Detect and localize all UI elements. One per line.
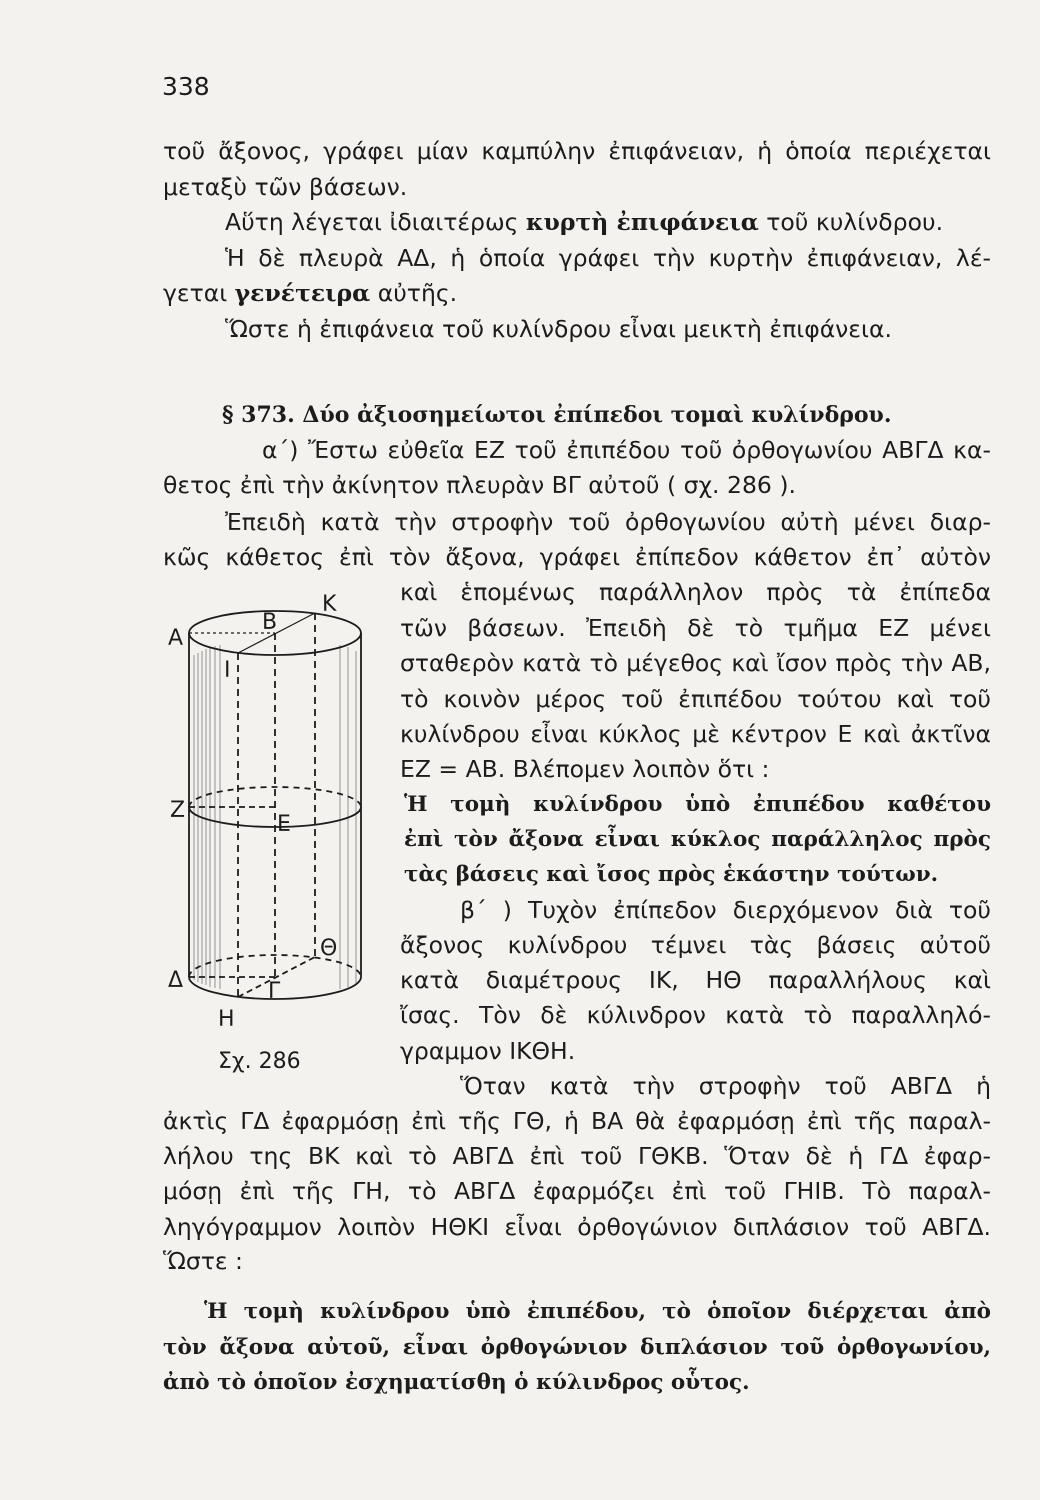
label-Z: Ζ (170, 798, 186, 823)
text-line: καὶ ἑπομένως παράλληλον πρὸς τὰ ἐπίπεδα (400, 578, 991, 606)
label-Gamma: Γ (268, 979, 281, 1004)
label-H: Η (218, 1007, 235, 1032)
page-number: 338 (162, 72, 210, 101)
text-line: Ὥστε : (163, 1247, 243, 1275)
text-line: λήλου της ΒΚ καὶ τὸ ΑΒΓΔ ἐπὶ τοῦ ΓΘΚΒ. Ὅταν δὲ ἡ ΓΔ ἐφαρ- (163, 1142, 991, 1170)
text-line: ΕΖ = ΑΒ. Βλέπομεν λοιπὸν ὅτι : (400, 755, 770, 783)
text-line: ἀκτὶς ΓΔ ἐφαρμόσῃ ἐπὶ τῆς ΓΘ, ἡ ΒΑ θὰ ἐφαρμόσῃ ἐπὶ τῆς παραλ- (163, 1107, 991, 1135)
text-line: θετος ἐπὶ τὴν ἀκίνητον πλευρὰν ΒΓ αὐτοῦ ( σχ. 286 ). (163, 471, 796, 499)
theorem-line: τὸν ἄξονα αὐτοῦ, εἶναι ὀρθογώνιον διπλάσιον τοῦ ὀρθογωνίου, (163, 1335, 991, 1360)
text-line: Ἡ δὲ πλευρὰ ΑΔ, ἡ ὁποία γράφει τὴν κυρτὴν ἐπιφάνειαν, λέ- (225, 244, 991, 272)
text-line: τῶν βάσεων. Ἐπειδὴ δὲ τὸ τμῆμα ΕΖ μένει (400, 614, 991, 642)
theorem-line: Ἡ τομὴ κυλίνδρου ὑπὸ ἐπιπέδου, τὸ ὁποῖον διέρχεται ἀπὸ (204, 1299, 991, 1324)
text-line: Ἐπειδὴ κατὰ τὴν στροφὴν τοῦ ὀρθογωνίου αὐτὴ μένει διαρ- (225, 508, 991, 536)
theorem-line: ἀπὸ τὸ ὁποῖον ἐσχηματίσθη ὁ κύλινδρος οὗτος. (163, 1370, 750, 1395)
text-span: Αὕτη λέγεται ἰδιαιτέρως (225, 208, 526, 236)
theorem-line: Ἡ τομὴ κυλίνδρου ὑπὸ ἐπιπέδου καθέτου (404, 792, 991, 817)
label-I: Ι (224, 658, 231, 683)
label-B: Β (262, 610, 278, 635)
text-line: ἄξονος κυλίνδρου τέμνει τὰς βάσεις αὐτοῦ (400, 931, 991, 959)
label-A: Α (168, 626, 184, 651)
text-line: ἴσας. Τὸν δὲ κύλινδρον κατὰ τὸ παραλληλό- (400, 1001, 991, 1029)
cylinder-figure (160, 585, 380, 1085)
term-curved-surface: κυρτὴ ἐπιφάνεια (525, 208, 759, 236)
text-line: τοῦ ἄξονος, γράφει μίαν καμπύλην ἐπιφάνειαν, ἡ ὁποία περιέχεται (163, 137, 991, 165)
text-line: κατὰ διαμέτρους ΙΚ, ΗΘ παραλλήλους καὶ (400, 966, 991, 994)
text-line: Ὥστε ἡ ἐπιφάνεια τοῦ κυλίνδρου εἶναι μεικτὴ ἐπιφάνεια. (225, 315, 892, 343)
label-Theta: Θ (320, 936, 338, 961)
text-line: τὸ κοινὸν μέρος τοῦ ἐπιπέδου τούτου καὶ τοῦ (400, 685, 991, 713)
text-line: σταθερὸν κατὰ τὸ μέγεθος καὶ ἴσον πρὸς τὴν ΑΒ, (400, 649, 991, 677)
label-K: Κ (322, 592, 337, 617)
text-span: αὐτῆς. (370, 279, 458, 307)
text-line: α΄) Ἔστω εὐθεῖα ΕΖ τοῦ ἐπιπέδου τοῦ ὀρθογωνίου ΑΒΓΔ κα- (262, 436, 991, 464)
label-Delta: Δ (168, 968, 184, 993)
figure-caption: Σχ. 286 (218, 1049, 301, 1074)
text-line: κυλίνδρου εἶναι κύκλος μὲ κέντρον Ε καὶ ἀκτῖνα (400, 720, 991, 748)
text-line: μεταξὺ τῶν βάσεων. (163, 173, 408, 201)
text-line (225, 207, 943, 237)
text-line: μόσῃ ἐπὶ τῆς ΓΗ, τὸ ΑΒΓΔ ἐφαρμόζει ἐπὶ τοῦ ΓΗΙΒ. Τὸ παραλ- (163, 1177, 991, 1205)
text-span: τοῦ κυλίνδρου. (758, 208, 944, 236)
theorem-line: ἐπὶ τὸν ἄξονα εἶναι κύκλος παράλληλος πρὸς (404, 827, 991, 852)
text-line (163, 278, 457, 308)
term-generatrix: γενέτειρα (234, 279, 371, 307)
text-span: γεται (163, 279, 235, 307)
text-line: β΄ ) Τυχὸν ἐπίπεδον διερχόμενον διὰ τοῦ (460, 896, 991, 924)
text-line: γραμμον ΙΚΘΗ. (400, 1037, 576, 1065)
section-heading: § 373. Δύο ἀξιοσημείωτοι ἐπίπεδοι τομαὶ κυλίνδρου. (222, 402, 892, 428)
theorem-line: τὰς βάσεις καὶ ἴσος πρὸς ἑκάστην τούτων. (404, 862, 939, 887)
text-line: κῶς κάθετος ἐπὶ τὸν ἄξονα, γράφει ἐπίπεδον κάθετον ἐπ᾽ αὐτὸν (163, 543, 991, 571)
label-E: Ε (277, 812, 291, 837)
text-line: Ὅταν κατὰ τὴν στροφὴν τοῦ ΑΒΓΔ ἡ (460, 1072, 991, 1100)
text-line: ληγόγραμμον λοιπὸν ΗΘΚΙ εἶναι ὀρθογώνιον διπλάσιον τοῦ ΑΒΓΔ. (163, 1213, 991, 1241)
